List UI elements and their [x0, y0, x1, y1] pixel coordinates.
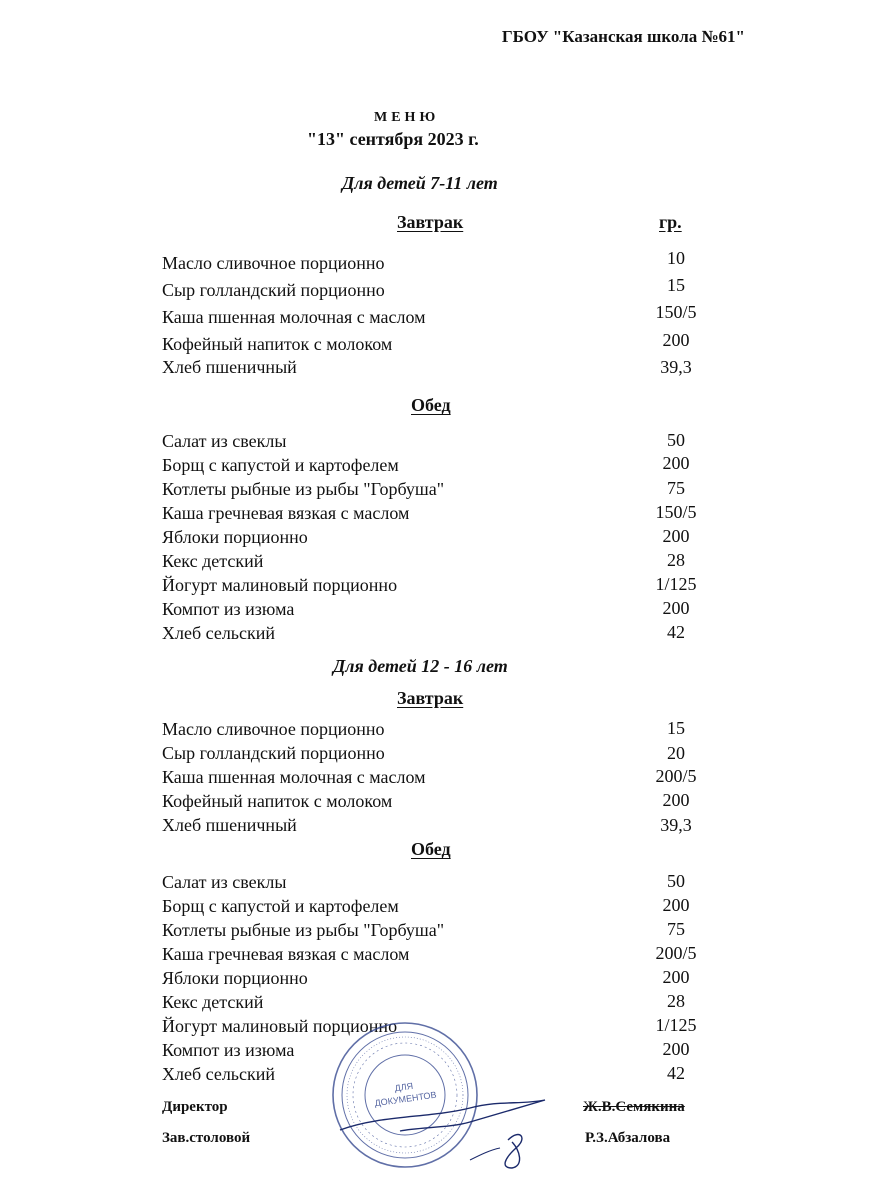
menu-item: Каша гречневая вязкая с маслом	[162, 503, 410, 523]
breakfast-heading: Завтрак	[397, 212, 464, 232]
menu-item: Каша пшенная молочная с маслом	[162, 307, 426, 327]
menu-item: Йогурт малиновый порционно	[162, 575, 398, 595]
menu-item-qty: 200/5	[655, 943, 697, 963]
menu-item: Котлеты рыбные из рыбы "Горбуша"	[162, 920, 445, 940]
menu-item-qty: 150/5	[655, 502, 697, 522]
menu-item: Масло сливочное порционно	[162, 253, 385, 273]
menu-item-qty: 1/125	[655, 1015, 697, 1035]
menu-item-qty: 200	[662, 967, 690, 987]
menu-item: Йогурт малиновый порционно	[162, 1016, 398, 1036]
menu-item: Кофейный напиток с молоком	[162, 791, 393, 811]
menu-item-qty: 20	[667, 743, 685, 763]
menu-item-qty: 200	[662, 1039, 690, 1059]
menu-item: Сыр голландский порционно	[162, 743, 385, 763]
menu-item-qty: 50	[667, 430, 685, 450]
menu-item: Яблоки порционно	[162, 968, 308, 988]
menu-item: Хлеб сельский	[162, 1064, 276, 1084]
menu-item: Салат из свеклы	[162, 431, 287, 451]
menu-item-qty: 1/125	[655, 574, 697, 594]
svg-text:ДЛЯ: ДЛЯ	[394, 1080, 414, 1094]
menu-item-qty: 42	[667, 1063, 685, 1083]
menu-item-qty: 200	[662, 790, 690, 810]
menu-item: Каша гречневая вязкая с маслом	[162, 944, 410, 964]
menu-item: Борщ с капустой и картофелем	[162, 896, 399, 916]
menu-item: Салат из свеклы	[162, 872, 287, 892]
menu-item-qty: 150/5	[655, 302, 697, 322]
menu-item-qty: 28	[667, 991, 685, 1011]
svg-text:ДОКУМЕНТОВ: ДОКУМЕНТОВ	[374, 1089, 438, 1109]
menu-item: Хлеб пшеничный	[162, 357, 297, 377]
menu-item: Сыр голландский порционно	[162, 280, 385, 300]
menu-item-qty: 15	[667, 275, 685, 295]
menu-item: Каша пшенная молочная с маслом	[162, 767, 426, 787]
menu-item: Компот из изюма	[162, 1040, 295, 1060]
menu-item: Компот из изюма	[162, 599, 295, 619]
signature-name: Ж.В.Семякина	[583, 1099, 685, 1115]
menu-item-qty: 15	[667, 718, 685, 738]
menu-item-qty: 200	[662, 598, 690, 618]
menu-item-qty: 200/5	[655, 766, 697, 786]
menu-item: Масло сливочное порционно	[162, 719, 385, 739]
organization-name: ГБОУ "Казанская школа №61"	[501, 27, 745, 46]
menu-item-qty: 42	[667, 622, 685, 642]
menu-item-qty: 200	[662, 330, 690, 350]
lunch-heading: Обед	[411, 839, 451, 859]
menu-item: Борщ с капустой и картофелем	[162, 455, 399, 475]
menu-item: Хлеб пшеничный	[162, 815, 297, 835]
menu-item-qty: 50	[667, 871, 685, 891]
menu-item-qty: 75	[667, 919, 685, 939]
menu-item: Котлеты рыбные из рыбы "Горбуша"	[162, 479, 445, 499]
breakfast-heading: Завтрак	[397, 688, 464, 708]
signature-name: Р.З.Абзалова	[585, 1130, 671, 1146]
menu-date: "13" сентября 2023 г.	[307, 129, 479, 149]
signature-role: Зав.столовой	[162, 1130, 251, 1146]
menu-item-qty: 75	[667, 478, 685, 498]
age-group-heading: Для детей 7-11 лет	[342, 173, 498, 193]
menu-item-qty: 200	[662, 895, 690, 915]
menu-item-qty: 10	[667, 248, 685, 268]
lunch-heading: Обед	[411, 395, 451, 415]
signature-role: Директор	[162, 1099, 228, 1115]
menu-item: Кекс детский	[162, 992, 264, 1012]
menu-item-qty: 28	[667, 550, 685, 570]
unit-header: гр.	[659, 212, 682, 232]
menu-item-qty: 39,3	[660, 357, 692, 377]
menu-item: Кофейный напиток с молоком	[162, 334, 393, 354]
menu-item-qty: 200	[662, 453, 690, 473]
menu-title: МЕНЮ	[374, 110, 440, 125]
menu-item-qty: 39,3	[660, 815, 692, 835]
menu-item: Кекс детский	[162, 551, 264, 571]
menu-item-qty: 200	[662, 526, 690, 546]
menu-item: Яблоки порционно	[162, 527, 308, 547]
age-group-heading: Для детей 12 - 16 лет	[333, 656, 508, 676]
canteen-signature	[505, 1135, 522, 1168]
menu-item: Хлеб сельский	[162, 623, 276, 643]
